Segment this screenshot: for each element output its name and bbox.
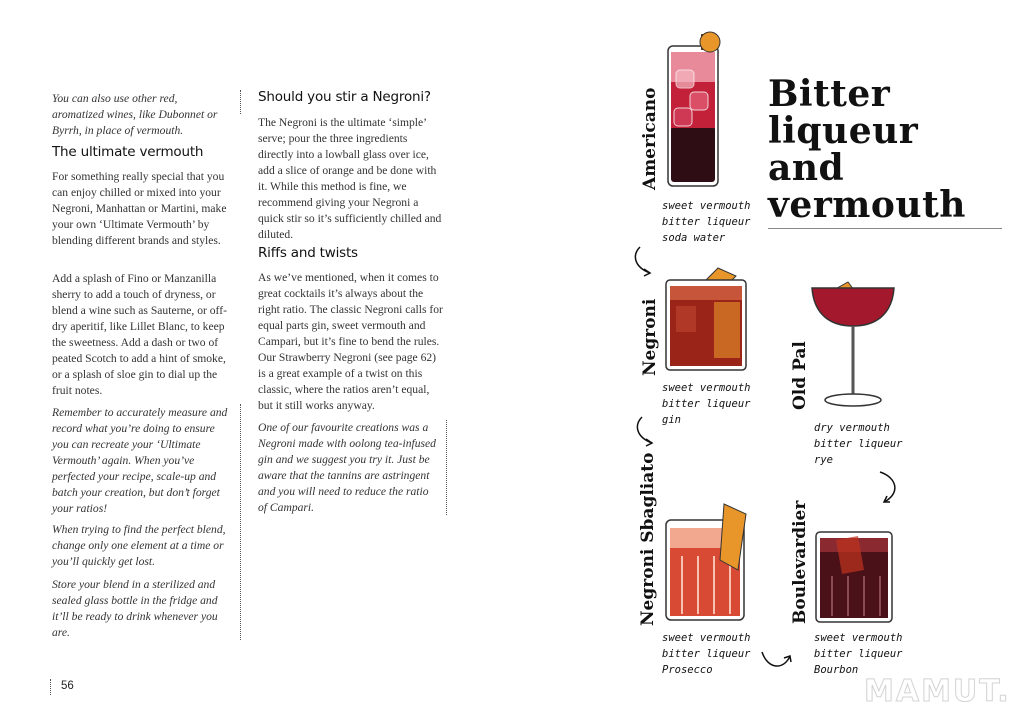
tip-oolong: One of our favourite creations was a Negroni made with oolong tea-infused gin and we suggest you try it. Just be aware that the tannins are astringent and you will need to reduce the ratio of Campari.: [258, 421, 436, 514]
tip-store: Store your blend in a sterilized and sealed glass bottle in the fridge and it’ll be ready to drink whenever you are.: [52, 578, 218, 639]
drink-name-old-pal: Old Pal: [790, 341, 810, 410]
heading-riffs-twists: Riffs and twists: [258, 245, 358, 261]
ultimate-vermouth-para1: For something really special that you can enjoy chilled or mixed into your Negroni, Manhattan or Martini, make your own ‘Ultimate Vermouth’ by blending different brands and styles.: [52, 170, 227, 247]
curved-arrow-icon: [876, 470, 904, 506]
title-line-3: and: [768, 147, 845, 189]
negroni-ingredients: [662, 380, 751, 428]
sbagliato-glass-illustration: [662, 500, 756, 626]
americano-ingredients: [662, 198, 751, 246]
page-number-marker: [50, 679, 51, 695]
watermark-logo: MAMUT.: [864, 674, 1011, 709]
ingredient: sweet vermouth: [662, 632, 751, 644]
curved-arrow-icon: [632, 415, 658, 447]
drink-name-negroni-sbagliato: Negroni Sbagliato: [638, 452, 658, 626]
ingredient: bitter liqueur: [814, 438, 903, 450]
ingredient: sweet vermouth: [662, 200, 751, 212]
drink-name-boulevardier: Boulevardier: [790, 500, 810, 624]
page-number: 56: [61, 680, 74, 692]
drink-name-negroni: Negroni: [640, 298, 660, 376]
ingredient: gin: [662, 414, 681, 426]
ingredient: bitter liqueur: [662, 398, 751, 410]
ingredient: bitter liqueur: [662, 648, 751, 660]
drink-name-americano: Americano: [640, 87, 660, 190]
ingredient: rye: [814, 454, 833, 466]
tip-measure: Remember to accurately measure and record what you’re doing to ensure you can recreate your ‘Ultimate Vermouth’ again. When you’ve perfected your recipe, scale-up and batch your creation, but don’t forget your ratios!: [52, 406, 228, 515]
heading-ultimate-vermouth: The ultimate vermouth: [52, 144, 204, 160]
curved-arrow-icon: [760, 648, 794, 672]
page-title: [768, 73, 966, 226]
heading-stir-negroni: Should you stir a Negroni?: [258, 89, 431, 105]
title-line-1: Bitter: [768, 73, 891, 115]
ingredient: sweet vermouth: [662, 382, 751, 394]
riffs-twists-para: As we’ve mentioned, when it comes to great cocktails it’s always about the right ratio. The classic Negroni calls for equal parts gin, sweet vermouth and Campari, but it’s fine to bend the rules. Our Strawberry Negroni (see page 62) is a great example of a twist on this classic, where the ratios aren’t equal, but it still works anyway.: [258, 271, 443, 412]
tip-blend: When trying to find the perfect blend, change only one element at a time or you’ll quickly get lost.: [52, 523, 226, 568]
title-line-2: liqueur: [768, 110, 919, 152]
americano-glass-illustration: [662, 30, 728, 192]
ingredient: soda water: [662, 232, 726, 244]
ingredient: bitter liqueur: [662, 216, 751, 228]
old-pal-ingredients: [814, 420, 903, 468]
ingredient: Bourbon: [814, 664, 859, 676]
sbagliato-ingredients: [662, 630, 751, 678]
ingredient: bitter liqueur: [814, 648, 903, 660]
old-pal-glass-illustration: [808, 278, 898, 412]
tip-divider-left: [240, 404, 241, 640]
stir-negroni-para: The Negroni is the ultimate ‘simple’ serve; pour the three ingredients directly into a lowball glass over ice, add a slice of orange and be done with it. While this method is fine, we recommend giving your Negroni a quick stir so it’s sufficiently chilled and diluted.: [258, 116, 442, 241]
intro-note: You can also use other red, aromatized wines, like Dubonnet or Byrrh, in place of vermouth.: [52, 92, 218, 137]
boulevardier-glass-illustration: [812, 526, 898, 626]
curved-arrow-icon: [630, 245, 656, 277]
column-divider-top: [240, 90, 241, 114]
tip-divider-right: [446, 420, 447, 515]
ingredient: sweet vermouth: [814, 632, 903, 644]
ingredient: dry vermouth: [814, 422, 890, 434]
ultimate-vermouth-para2: Add a splash of Fino or Manzanilla sherry to add a touch of dryness, or blend a wine such as Sauterne, or off-dry aperitif, like Lillet Blanc, to keep the sweetness. Add a dash or two of peated Scotch to add a hint of smoke, or a splash of sloe gin to dial up the fruit notes.: [52, 272, 227, 397]
ingredient: Prosecco: [662, 664, 713, 676]
title-rule: [768, 228, 1002, 229]
title-line-4: vermouth: [768, 184, 966, 226]
boulevardier-ingredients: [814, 630, 903, 678]
negroni-glass-illustration: [662, 262, 752, 374]
